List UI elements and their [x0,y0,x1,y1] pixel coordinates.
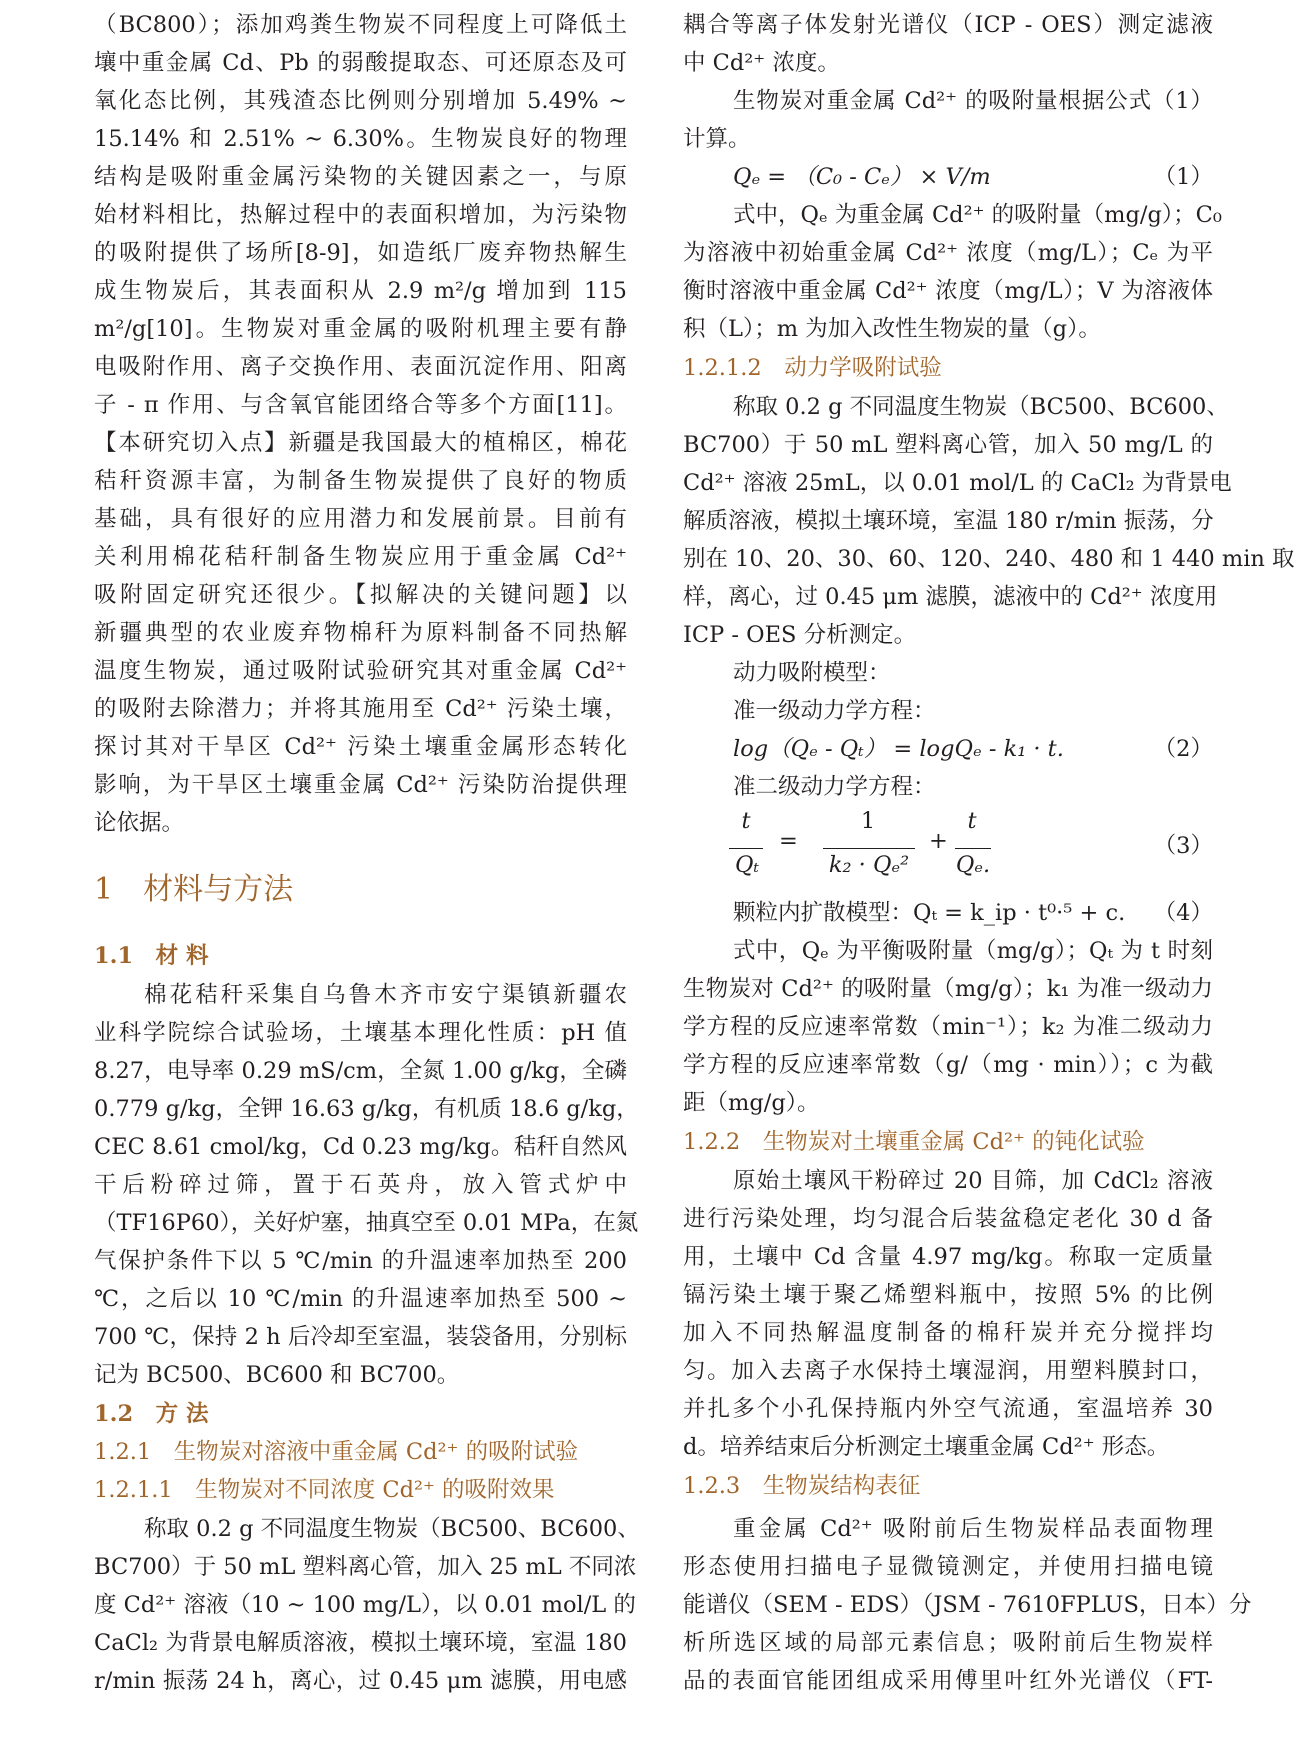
body-line: 重金属 Cd²⁺ 吸附前后生物炭样品表面物理 [733,1516,1213,1542]
pso-title: 准二级动力学方程： [733,774,936,800]
body-line: 解质溶液，模拟土壤环境，室温 180 r/min 振荡，分 [683,508,1214,534]
body-line: 电吸附作用、离子交换作用、表面沉淀作用、阳离 [94,354,627,380]
equation-2 [683,730,1213,768]
body-line: 析所选区域的局部元素信息；吸附前后生物炭样 [683,1630,1213,1656]
body-line: 距（mg/g）。 [683,1090,820,1116]
body-line: 加入不同热解温度制备的棉秆炭并充分搅拌均 [683,1320,1213,1346]
equation-1-body: Qₑ = （C₀ - Cₑ） × V/m [733,164,991,190]
body-line: （TF16P60），关好炉塞，抽真空至 0.01 MPa，在氮 [94,1210,639,1236]
body-line: 论依据。 [94,810,185,836]
equation-4-body: 颗粒内扩散模型：Qₜ = k_ip · t⁰·⁵ + c. [733,900,1126,926]
body-line: 为溶液中初始重金属 Cd²⁺ 浓度（mg/L）；Cₑ 为平 [683,240,1213,266]
body-line: 成生物炭后，其表面积从 2.9 m²/g 增加到 115 [94,278,627,304]
body-line: 记为 BC500、BC600 和 BC700。 [94,1362,460,1388]
body-line: 耦合等离子体发射光谱仪（ICP - OES）测定滤液 [683,12,1213,38]
eq3-den-1: Qₜ [735,852,759,878]
section-heading-1-2-3: 1.2.3 生物炭结构表征 [683,1473,921,1499]
section-heading-1: 1 材料与方法 [94,872,294,907]
body-line: 影响，为干旱区土壤重金属 Cd²⁺ 污染防治提供理 [94,772,627,798]
body-line: BC700）于 50 mL 塑料离心管，加入 25 mL 不同浓 [94,1554,637,1580]
section-heading-1-2: 1.2 方 法 [94,1401,209,1427]
section-heading-1-2-2: 1.2.2 生物炭对土壤重金属 Cd²⁺ 的钝化试验 [683,1129,1145,1155]
body-line: 生物炭对 Cd²⁺ 的吸附量（mg/g）；k₁ 为准一级动力 [683,976,1213,1002]
equation-2-number: （2） [1153,736,1213,762]
body-line: 中 Cd²⁺ 浓度。 [683,50,840,76]
body-line: 计算。 [683,126,751,152]
fraction-bar [729,848,763,849]
body-line: ℃，之后以 10 ℃/min 的升温速率加热至 500 ~ [94,1286,627,1312]
section-heading-1-1: 1.1 材 料 [94,943,209,969]
body-line: 基础，具有很好的应用潜力和发展前景。目前有 [94,506,627,532]
body-line: 原始土壤风干粉碎过 20 目筛，加 CdCl₂ 溶液 [733,1168,1213,1194]
eq3-equals: = [779,828,798,854]
model-title: 动力吸附模型： [733,660,891,686]
equation-4-number: （4） [1153,900,1213,926]
body-line: 关利用棉花秸秆制备生物炭应用于重金属 Cd²⁺ [94,544,627,570]
eq3-num-3: t [967,808,977,834]
body-line: 衡时溶液中重金属 Cd²⁺ 浓度（mg/L）；V 为溶液体 [683,278,1213,304]
body-line: 壤中重金属 Cd、Pb 的弱酸提取态、可还原态及可 [94,50,627,76]
eq3-num-2: 1 [860,808,876,834]
equation-1 [683,158,1213,196]
body-line: 式中，Qₑ 为重金属 Cd²⁺ 的吸附量（mg/g）；C₀ [733,202,1222,228]
body-line: 学方程的反应速率常数（g/（mg · min））；c 为截 [683,1052,1213,1078]
body-line: 式中，Qₑ 为平衡吸附量（mg/g）；Qₜ 为 t 时刻 [733,938,1213,964]
body-line: 生物炭对重金属 Cd²⁺ 的吸附量根据公式（1） [733,88,1213,114]
body-line: m²/g[10]。生物炭对重金属的吸附机理主要有静 [94,316,627,342]
eq3-den-2: k₂ · Qₑ² [828,852,910,878]
eq3-plus: + [929,828,948,854]
body-line: Cd²⁺ 溶液 25mL，以 0.01 mol/L 的 CaCl₂ 为背景电 [683,470,1232,496]
body-line: 样，离心，过 0.45 μm 滤膜，滤液中的 Cd²⁺ 浓度用 [683,584,1218,610]
body-line: 0.779 g/kg，全钾 16.63 g/kg，有机质 18.6 g/kg， [94,1096,639,1122]
body-line: 称取 0.2 g 不同温度生物炭（BC500、BC600、 [144,1516,640,1542]
body-line: 探讨其对干旱区 Cd²⁺ 污染土壤重金属形态转化 [94,734,627,760]
body-line: 棉花秸秆采集自乌鲁木齐市安宁渠镇新疆农 [144,982,627,1008]
body-line: 吸附固定研究还很少。【拟解决的关键问题】以 [94,582,627,608]
body-line: 积（L）；m 为加入改性生物炭的量（g）。 [683,316,1101,342]
body-line: 始材料相比，热解过程中的表面积增加，为污染物 [94,202,627,228]
body-line: 进行污染处理，均匀混合后装盆稳定老化 30 d 备 [683,1206,1213,1232]
body-line: 镉污染土壤于聚乙烯塑料瓶中，按照 5% 的比例 [683,1282,1213,1308]
section-heading-1-2-1: 1.2.1 生物炭对溶液中重金属 Cd²⁺ 的吸附试验 [94,1439,579,1465]
eq3-num-1: t [741,808,751,834]
fraction-bar [823,848,915,849]
body-line: 结构是吸附重金属污染物的关键因素之一，与原 [94,164,627,190]
body-line: 【本研究切入点】新疆是我国最大的植棉区，棉花 [94,430,627,456]
body-line: ICP - OES 分析测定。 [683,622,917,648]
body-line: d。培养结束后分析测定土壤重金属 Cd²⁺ 形态。 [683,1434,1170,1460]
pfo-title: 准一级动力学方程： [733,698,936,724]
body-line: 学方程的反应速率常数（min⁻¹）；k₂ 为准二级动力 [683,1014,1213,1040]
equation-2-body: log（Qₑ - Qₜ） = logQₑ - k₁ · t. [733,736,1064,762]
body-line: 用，土壤中 Cd 含量 4.97 mg/kg。称取一定质量 [683,1244,1213,1270]
body-line: CEC 8.61 cmol/kg，Cd 0.23 mg/kg。秸秆自然风 [94,1134,627,1160]
body-line: 温度生物炭，通过吸附试验研究其对重金属 Cd²⁺ [94,658,627,684]
body-line: 15.14% 和 2.51% ~ 6.30%。生物炭良好的物理 [94,126,627,152]
body-line: 别在 10、20、30、60、120、240、480 和 1 440 min 取 [683,546,1295,572]
body-line: CaCl₂ 为背景电解质溶液，模拟土壤环境，室温 180 [94,1630,627,1656]
equation-3-number: （3） [1153,833,1213,859]
body-line: 干后粉碎过筛，置于石英舟，放入管式炉中 [94,1172,627,1198]
body-line: 称取 0.2 g 不同温度生物炭（BC500、BC600、 [733,394,1229,420]
equation-3 [683,808,1213,888]
section-heading-1-2-1-1: 1.2.1.1 生物炭对不同浓度 Cd²⁺ 的吸附效果 [94,1477,555,1503]
eq3-den-3: Qₑ. [955,852,991,878]
body-line: 秸秆资源丰富，为制备生物炭提供了良好的物质 [94,468,627,494]
equation-1-number: （1） [1153,164,1213,190]
body-line: 能谱仪（SEM - EDS）（JSM - 7610FPLUS，日本）分 [683,1592,1252,1618]
body-line: 新疆典型的农业废弃物棉秆为原料制备不同热解 [94,620,627,646]
fraction-bar [955,848,991,849]
body-line: 匀。加入去离子水保持土壤湿润，用塑料膜封口， [683,1358,1213,1384]
equation-4 [683,894,1213,932]
body-line: 氧化态比例，其残渣态比例则分别增加 5.49% ~ [94,88,627,114]
body-line: r/min 振荡 24 h，离心，过 0.45 μm 滤膜，用电感 [94,1668,627,1694]
body-line: 的吸附去除潜力；并将其施用至 Cd²⁺ 污染土壤， [94,696,627,722]
body-line: 业科学院综合试验场，土壤基本理化性质：pH 值 [94,1020,627,1046]
body-line: 形态使用扫描电子显微镜测定，并使用扫描电镜 [683,1554,1213,1580]
body-line: 气保护条件下以 5 ℃/min 的升温速率加热至 200 [94,1248,627,1274]
body-line: 的吸附提供了场所[8-9]，如造纸厂废弃物热解生 [94,240,627,266]
body-line: 品的表面官能团组成采用傅里叶红外光谱仪（FT- [683,1668,1213,1694]
body-line: （BC800）；添加鸡粪生物炭不同程度上可降低土 [94,12,627,38]
body-line: BC700）于 50 mL 塑料离心管，加入 50 mg/L 的 [683,432,1213,458]
body-line: 700 ℃，保持 2 h 后冷却至室温，装袋备用，分别标 [94,1324,627,1350]
body-line: 子 - π 作用、与含氧官能团络合等多个方面[11]。 [94,392,627,418]
body-line: 8.27，电导率 0.29 mS/cm，全氮 1.00 g/kg，全磷 [94,1058,627,1084]
body-line: 度 Cd²⁺ 溶液（10 ~ 100 mg/L），以 0.01 mol/L 的 [94,1592,636,1618]
body-line: 并扎多个小孔保持瓶内外空气流通，室温培养 30 [683,1396,1213,1422]
section-heading-1-2-1-2: 1.2.1.2 动力学吸附试验 [683,355,942,381]
